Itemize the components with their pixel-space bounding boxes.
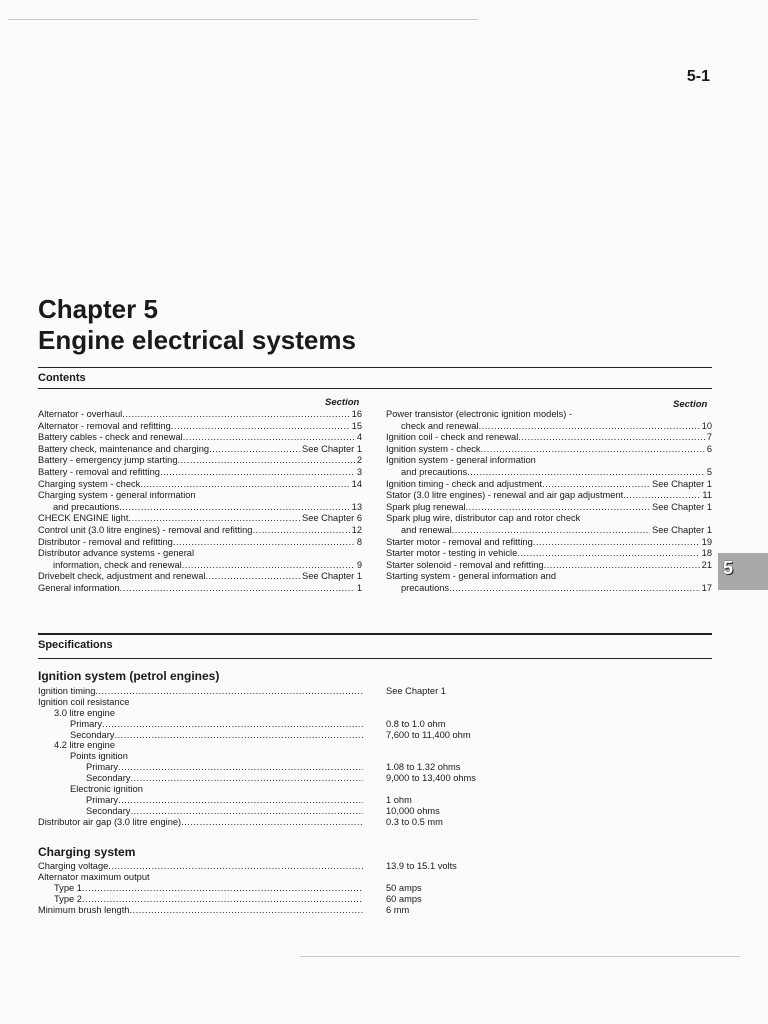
contents-entry-title: Spark plug renewal: [386, 501, 466, 512]
leader-dots: [118, 795, 363, 806]
section-label-right: Section: [673, 399, 708, 410]
spec-label: [86, 795, 363, 806]
contents-entry-ref: 9: [356, 559, 362, 570]
spec-label: [86, 762, 363, 773]
contents-entry-ref: 6: [706, 443, 712, 454]
contents-entry-title: Alternator - removal and refitting: [38, 420, 171, 431]
spec-value: 1.08 to 1.32 ohms: [386, 762, 461, 773]
contents-entry: [38, 525, 362, 537]
leader-dots: [182, 560, 355, 572]
contents-entry-ref: 18: [701, 548, 712, 559]
spec-row: [38, 806, 712, 817]
leader-dots: [252, 525, 349, 537]
leader-dots: [481, 444, 705, 456]
leader-dots: [119, 502, 349, 514]
chapter-tab: [718, 553, 768, 590]
contents-entry: [386, 537, 712, 549]
contents-entry-ref: See Chapter 1: [652, 478, 712, 489]
spec-label-text: Type 2: [54, 893, 82, 904]
spec-row: [38, 751, 712, 762]
contents-entry: [38, 560, 362, 572]
contents-entry-ref: 14: [351, 478, 362, 489]
contents-entry-ref: 8: [356, 536, 362, 547]
spec-row: [38, 817, 712, 828]
contents-entry-title: Charging system - general information: [38, 490, 196, 501]
contents-rule: [38, 388, 712, 389]
contents-entry: [38, 490, 362, 502]
contents-entry: [386, 571, 712, 583]
contents-entry-title: Starter motor - removal and refitting: [386, 536, 533, 547]
contents-entry-ref: 3: [356, 466, 362, 477]
leader-dots: [542, 479, 650, 491]
leader-dots: [517, 548, 699, 560]
contents-entry-title: Ignition timing - check and adjustment: [386, 478, 543, 489]
contents-entry: [38, 421, 362, 433]
spec-label-text: Ignition coil resistance: [38, 696, 130, 707]
spec-label: [70, 719, 363, 730]
contents-list-left: [38, 409, 362, 595]
contents-entry-ref: See Chapter 6: [302, 513, 362, 524]
contents-entry: [38, 537, 362, 549]
leader-dots: [449, 583, 700, 595]
spec-label: [86, 773, 363, 784]
contents-entry-title: and precautions: [401, 466, 468, 477]
page-number: 5-1: [686, 68, 710, 85]
leader-dots: [518, 432, 705, 444]
contents-entry: [38, 467, 362, 479]
contents-entry: [38, 409, 362, 421]
leader-dots: [82, 883, 363, 894]
contents-entry-title: Starting system - general information and: [386, 571, 557, 582]
contents-entry-title: Charging system - check: [38, 478, 141, 489]
leader-dots: [160, 467, 355, 479]
contents-entry-ref: 19: [701, 536, 712, 547]
spec-label-text: 3.0 litre engine: [54, 707, 115, 718]
spec-label-text: Minimum brush length: [38, 904, 130, 915]
spec-label: [54, 708, 363, 719]
spec-label: [70, 730, 363, 741]
contents-entry-title: Drivebelt check, adjustment and renewal: [38, 571, 206, 582]
scan-artifact-top: [8, 19, 478, 20]
contents-entry-title: Ignition system - check: [386, 443, 481, 454]
spec-label: [54, 740, 363, 751]
spec-value: 9,000 to 13,400 ohms: [386, 773, 476, 784]
contents-entry-ref: See Chapter 1: [652, 524, 712, 535]
contents-entry-title: and precautions: [53, 501, 120, 512]
spec-row: [38, 784, 712, 795]
contents-entry: [386, 490, 712, 502]
contents-entry-title: Ignition coil - check and renewal: [386, 432, 519, 443]
leader-dots: [173, 537, 355, 549]
contents-entry: [386, 432, 712, 444]
spec-label-text: Distributor air gap (3.0 litre engine): [38, 816, 182, 827]
leader-dots: [178, 455, 355, 467]
contents-entry-title: check and renewal: [401, 420, 479, 431]
contents-entry: [38, 455, 362, 467]
contents-entry: [386, 560, 712, 572]
spec-value: 0.3 to 0.5 mm: [386, 816, 443, 827]
contents-entry-title: Battery - emergency jump starting: [38, 455, 178, 466]
spec-value: 0.8 to 1.0 ohm: [386, 718, 446, 729]
contents-list-right: [386, 409, 712, 595]
spec-label-text: Type 1: [54, 882, 82, 893]
charging-spec-list: [38, 861, 712, 915]
spec-label: [70, 784, 363, 795]
spec-label-text: Primary: [86, 794, 119, 805]
contents-entry: [38, 432, 362, 444]
contents-entry: [386, 583, 712, 595]
contents-entry-ref: 10: [701, 420, 712, 431]
contents-entry: [38, 444, 362, 456]
spec-value: 13.9 to 15.1 volts: [386, 861, 457, 871]
spec-label: [38, 817, 363, 828]
chapter-subject: Engine electrical systems: [38, 325, 356, 355]
specifications-rule: [38, 658, 712, 659]
chapter-title: [38, 294, 356, 356]
contents-entry: [386, 455, 712, 467]
leader-dots: [452, 525, 650, 537]
leader-dots: [544, 560, 700, 572]
spec-label: [38, 872, 363, 883]
spec-label-text: Charging voltage: [38, 861, 109, 871]
scan-artifact-bottom: [300, 956, 740, 957]
spec-label: [38, 697, 363, 708]
spec-row: [38, 730, 712, 741]
contents-entry-title: Spark plug wire, distributor cap and rotor check: [386, 513, 581, 524]
contents-entry-ref: 16: [351, 409, 362, 419]
contents-entry: [386, 502, 712, 514]
contents-entry: [38, 583, 362, 595]
contents-entry-ref: See Chapter 1: [302, 571, 362, 582]
contents-entry-title: Starter solenoid - removal and refitting: [386, 559, 544, 570]
spec-label: [70, 751, 363, 762]
contents-entry: [386, 525, 712, 537]
spec-row: [38, 883, 712, 894]
contents-entry-title: information, check and renewal: [53, 559, 182, 570]
contents-entry-title: Battery - removal and refitting: [38, 466, 160, 477]
chapter-tab-number: 5: [723, 558, 734, 578]
contents-entry: [386, 479, 712, 491]
spec-label-text: Secondary: [86, 773, 131, 784]
contents-heading: Contents: [38, 372, 86, 384]
chapter-number: Chapter 5: [38, 294, 158, 324]
contents-entry: [38, 479, 362, 491]
contents-entry-ref: See Chapter 1: [302, 443, 362, 454]
contents-entry-ref: 1: [356, 582, 362, 593]
spec-value: 6 mm: [386, 904, 410, 915]
contents-entry-title: Battery cables - check and renewal: [38, 432, 183, 443]
contents-entry-title: CHECK ENGINE light: [38, 513, 129, 524]
leader-dots: [209, 444, 300, 456]
contents-entry: [386, 421, 712, 433]
spec-row: [38, 740, 712, 751]
spec-label-text: Primary: [70, 718, 103, 729]
specifications-rule-top: [38, 633, 712, 635]
spec-label-text: Alternator maximum output: [38, 871, 150, 882]
contents-entry-title: Stator (3.0 litre engines) - renewal and air gap adjustment: [386, 490, 624, 501]
contents-entry-ref: 2: [356, 455, 362, 466]
contents-entry-title: General information: [38, 582, 120, 593]
contents-entry-title: Ignition system - general information: [386, 455, 536, 466]
spec-row: [38, 861, 712, 872]
leader-dots: [120, 583, 355, 595]
spec-value: 50 amps: [386, 882, 422, 893]
leader-dots: [205, 571, 300, 583]
spec-label: [38, 861, 363, 872]
spec-row: [38, 795, 712, 806]
spec-label-text: 4.2 litre engine: [54, 740, 115, 751]
spec-label: [38, 905, 363, 916]
spec-row: [38, 697, 712, 708]
ignition-heading: Ignition system (petrol engines): [38, 669, 220, 683]
contents-entry: [386, 513, 712, 525]
contents-entry: [386, 409, 712, 421]
leader-dots: [118, 762, 363, 773]
leader-dots: [129, 905, 363, 916]
spec-label-text: Points ignition: [70, 751, 128, 762]
contents-entry-title: Control unit (3.0 litre engines) - removal and refitting: [38, 524, 253, 535]
leader-dots: [130, 806, 363, 817]
contents-entry-ref: 17: [701, 582, 712, 593]
leader-dots: [183, 432, 355, 444]
contents-entry: [386, 467, 712, 479]
spec-label-text: Primary: [86, 762, 119, 773]
leader-dots: [140, 479, 349, 491]
specifications-heading: Specifications: [38, 639, 113, 651]
spec-value: 1 ohm: [386, 794, 412, 805]
spec-label-text: Secondary: [86, 805, 131, 816]
spec-row: [38, 905, 712, 916]
contents-entry: [386, 548, 712, 560]
contents-entry-title: Distributor advance systems - general: [38, 548, 195, 559]
contents-entry-ref: 4: [356, 432, 362, 443]
contents-entry-title: Battery check, maintenance and charging: [38, 443, 210, 454]
leader-dots: [122, 409, 349, 421]
leader-dots: [623, 490, 700, 502]
spec-value: 60 amps: [386, 893, 422, 904]
contents-entry: [386, 444, 712, 456]
contents-entry-ref: 7: [706, 432, 712, 443]
leader-dots: [479, 421, 700, 433]
spec-row: [38, 762, 712, 773]
contents-entry-ref: 15: [351, 420, 362, 431]
contents-entry-title: Power transistor (electronic ignition models) -: [386, 409, 573, 419]
spec-label-text: Ignition timing: [38, 686, 96, 696]
spec-row: [38, 773, 712, 784]
spec-label: [54, 894, 363, 905]
spec-row: [38, 894, 712, 905]
contents-entry-ref: 5: [706, 466, 712, 477]
leader-dots: [95, 686, 363, 697]
spec-value: See Chapter 1: [386, 686, 446, 696]
spec-value: 7,600 to 11,400 ohm: [386, 729, 471, 740]
contents-entry-ref: 21: [701, 559, 712, 570]
ignition-spec-list: [38, 686, 712, 828]
contents-entry-title: Starter motor - testing in vehicle: [386, 548, 518, 559]
spec-label: [38, 686, 363, 697]
spec-row: [38, 719, 712, 730]
contents-entry-title: precautions: [401, 582, 450, 593]
leader-dots: [82, 894, 363, 905]
spec-label-text: Electronic ignition: [70, 784, 143, 795]
contents-entry-title: Distributor - removal and refitting: [38, 536, 173, 547]
contents-entry-ref: 12: [351, 524, 362, 535]
contents-entry-title: and renewal: [401, 524, 452, 535]
leader-dots: [171, 421, 350, 433]
contents-entry: [38, 502, 362, 514]
leader-dots: [114, 730, 363, 741]
leader-dots: [108, 861, 363, 872]
leader-dots: [181, 817, 363, 828]
contents-entry: [38, 571, 362, 583]
contents-entry: [38, 513, 362, 525]
contents-entry: [38, 548, 362, 560]
spec-row: [38, 708, 712, 719]
contents-entry-ref: 11: [702, 490, 712, 501]
leader-dots: [102, 719, 363, 730]
contents-entry-ref: See Chapter 1: [652, 501, 712, 512]
spec-label: [86, 806, 363, 817]
charging-heading: Charging system: [38, 845, 136, 859]
section-label-left: Section: [325, 397, 360, 408]
spec-label: [54, 883, 363, 894]
leader-dots: [128, 513, 300, 525]
spec-row: [38, 686, 712, 697]
spec-value: 10,000 ohms: [386, 805, 440, 816]
leader-dots: [467, 467, 705, 479]
contents-entry-title: Alternator - overhaul: [38, 409, 123, 419]
leader-dots: [466, 502, 650, 514]
leader-dots: [130, 773, 363, 784]
title-rule: [38, 367, 712, 368]
contents-entry-ref: 13: [351, 501, 362, 512]
leader-dots: [533, 537, 700, 549]
spec-label-text: Secondary: [70, 729, 115, 740]
spec-row: [38, 872, 712, 883]
